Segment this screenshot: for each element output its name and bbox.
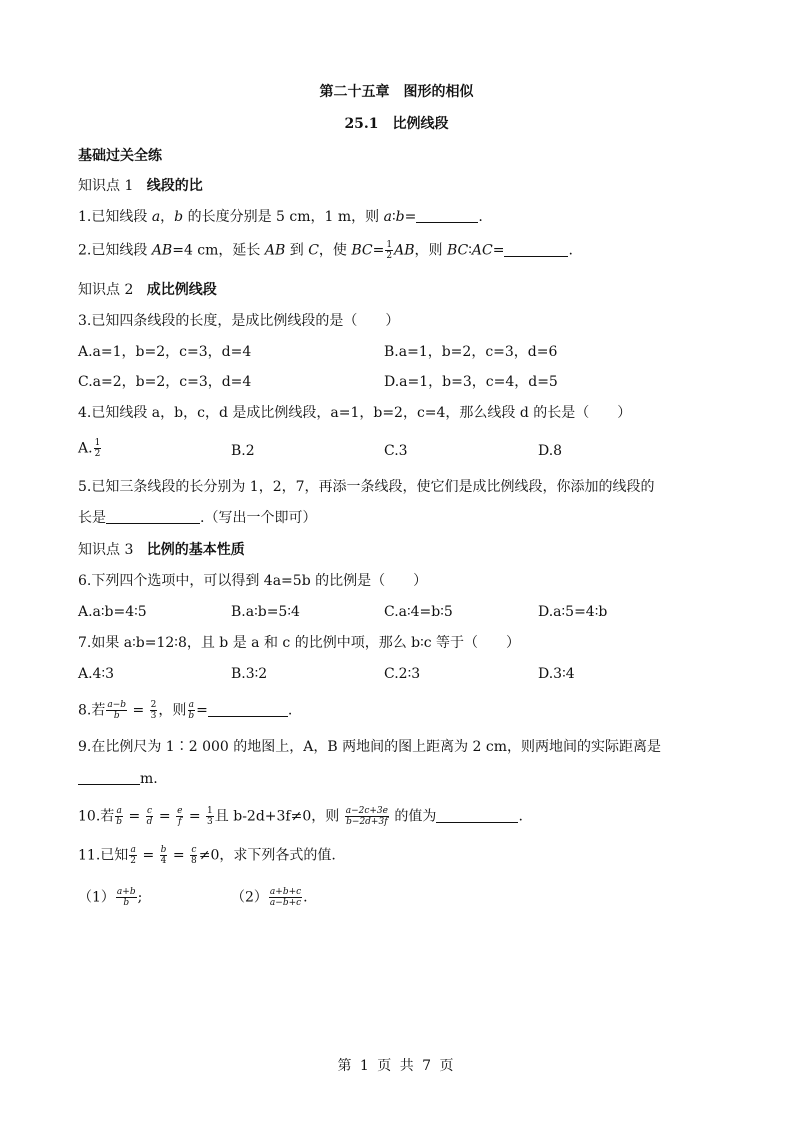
answer-blank[interactable] (78, 770, 140, 785)
option-a[interactable]: A.a∶b=4∶5 (78, 604, 147, 620)
subquestion-2: （2） $\frac{a+b+c}{a-b+c}$ . (231, 887, 308, 908)
fraction: $\frac{a-b}{b}$ (107, 700, 127, 721)
option-d[interactable]: D.8 (538, 443, 563, 459)
subquestion-1: （1） $\frac{a+b}{b}$ ; (78, 887, 143, 908)
chapter-title: 第二十五章 图形的相似 (319, 84, 474, 100)
option-b[interactable]: B.a∶b=5∶4 (231, 604, 300, 620)
fraction: $\frac{a}{b}$ (116, 806, 123, 827)
option-c[interactable]: C.a∶4=b∶5 (384, 604, 453, 620)
answer-blank[interactable] (436, 808, 518, 823)
question-10: 10.若 $\frac{a}{b}$ = $\frac{c}{d}$ = $\frac{e}{f}$ = $\frac{1}{3}$ 且 b-2d+3f≠0，则 $\frac{a-2c+3e}{b-2d+3f}$ 的值为 . (78, 806, 523, 827)
question-9: 9.在比例尺为 1∶2 000 的地图上，A，B 两地间的图上距离为 2 cm，则两地间的实际距离是 (78, 739, 662, 755)
question-5: 5.已知三条线段的长分别为 1，2，7，再添一条线段，使它们是成比例线段，你添加的线段的 (78, 479, 655, 495)
fraction: $\frac{a-2c+3e}{b-2d+3f}$ (345, 806, 388, 827)
option-b[interactable]: B.3∶2 (231, 666, 268, 682)
question-1: 1.已知线段 a，b 的长度分别是 5 cm，1 m，则 a∶b= . (78, 209, 483, 225)
fraction: $\frac{b}{4}$ (160, 845, 167, 866)
question-11: 11.已知 $\frac{a}{2}$ = $\frac{b}{4}$ = $\frac{c}{8}$ ≠0，求下列各式的值. (78, 845, 336, 866)
option-c[interactable]: C.3 (384, 443, 408, 459)
option-a[interactable]: A. $\frac{1}{2}$ (78, 438, 101, 459)
fraction: $\frac{a+b+c}{a-b+c}$ (269, 887, 302, 908)
option-d[interactable]: D.3∶4 (538, 666, 575, 682)
option-a[interactable]: A.4∶3 (78, 666, 115, 682)
option-c[interactable]: C.2∶3 (384, 666, 421, 682)
question-4: 4.已知线段 a，b，c，d 是成比例线段，a=1，b=2，c=4，那么线段 d 的长是（ ） (78, 405, 632, 421)
answer-blank[interactable] (106, 509, 200, 524)
fraction: $\frac{a}{b}$ (188, 700, 195, 721)
group-heading: 基础过关全练 (78, 148, 162, 164)
knowledge-point-3: 知识点 3 比例的基本性质 (78, 542, 245, 558)
fraction: $\frac{c}{8}$ (191, 845, 197, 866)
fraction: $\frac{1}{3}$ (207, 806, 213, 827)
page-footer: 第 1 页 共 7 页 (337, 1058, 456, 1074)
option-d[interactable]: D.a=1，b=3，c=4，d=5 (384, 374, 558, 390)
fraction: $\frac{1}{2}$ (94, 438, 101, 459)
option-b[interactable]: B.a=1，b=2，c=3，d=6 (384, 344, 558, 360)
fraction: $\frac{e}{f}$ (177, 806, 183, 827)
question-5-line-2: 长是 .（写出一个即可） (78, 510, 317, 526)
option-a[interactable]: A.a=1，b=2，c=3，d=4 (78, 344, 252, 360)
fraction: $\frac{c}{d}$ (146, 806, 153, 827)
question-3: 3.已知四条线段的长度，是成比例线段的是（ ） (78, 313, 400, 329)
question-9-line-2: m. (78, 769, 158, 789)
question-2: 2.已知线段 AB=4 cm，延长 AB 到 C，使 BC= $\frac{1}{2}$ AB，则 BC∶AC= . (78, 240, 573, 261)
knowledge-point-2: 知识点 2 成比例线段 (78, 282, 217, 298)
fraction: $\frac{a}{2}$ (130, 845, 136, 866)
option-d[interactable]: D.a∶5=4∶b (538, 604, 608, 620)
fraction: $\frac{a+b}{b}$ (116, 887, 136, 908)
fraction: $\frac{1}{2}$ (386, 240, 393, 261)
answer-blank[interactable] (208, 702, 288, 717)
answer-blank[interactable] (504, 242, 568, 257)
option-b[interactable]: B.2 (231, 443, 255, 459)
question-6: 6.下列四个选项中，可以得到 4a=5b 的比例是（ ） (78, 573, 428, 589)
answer-blank[interactable] (416, 208, 478, 223)
question-7: 7.如果 a∶b=12∶8，且 b 是 a 和 c 的比例中项，那么 b∶c 等于（ ） (78, 635, 521, 651)
question-8: 8.若 $\frac{a-b}{b}$ = $\frac{2}{3}$ ，则 $\frac{a}{b}$ = . (78, 700, 293, 721)
section-title: 25.1 比例线段 (344, 116, 449, 132)
knowledge-point-1: 知识点 1 线段的比 (78, 178, 203, 194)
fraction: $\frac{2}{3}$ (150, 700, 157, 721)
option-c[interactable]: C.a=2，b=2，c=3，d=4 (78, 374, 252, 390)
